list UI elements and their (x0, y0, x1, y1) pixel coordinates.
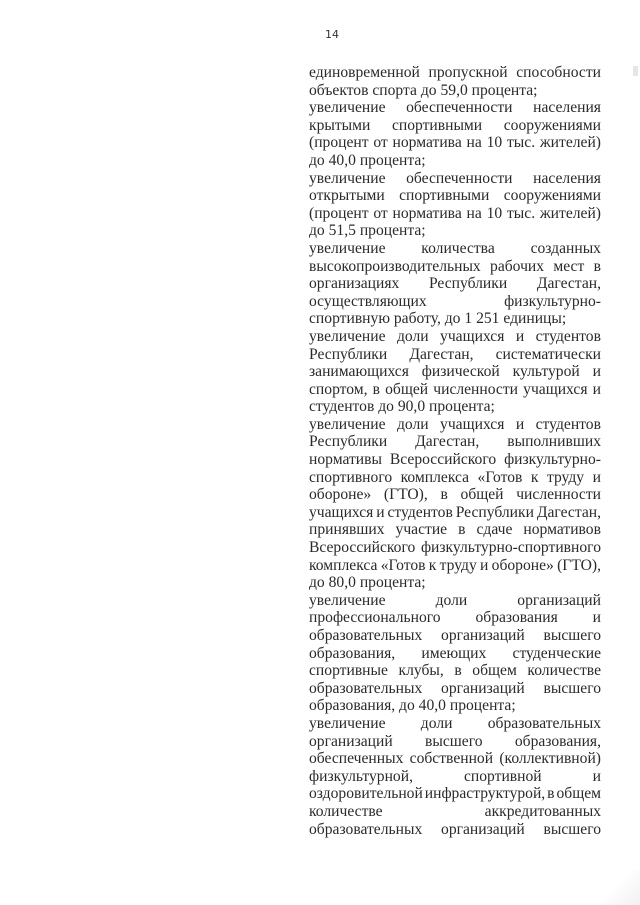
word: в (454, 662, 462, 680)
word: занимающихся (309, 363, 409, 381)
text-line (309, 680, 601, 698)
word: крытыми (309, 116, 371, 134)
word: осуществляющих (309, 292, 427, 310)
word: к (530, 468, 539, 486)
word: образовательных (487, 714, 601, 732)
text-line (309, 504, 601, 522)
word: 10 (486, 204, 503, 222)
word: «Готов (380, 556, 426, 574)
word: общем (556, 785, 601, 803)
text-line (309, 521, 601, 539)
text-line (309, 258, 601, 276)
text-line (309, 592, 601, 610)
text-line (309, 170, 601, 188)
word: физкультурно- (504, 451, 601, 469)
text-line (309, 433, 601, 451)
word: участие (395, 521, 448, 539)
page-number: 14 (325, 28, 339, 41)
word: студентов (535, 327, 601, 345)
word: в (547, 785, 555, 803)
word: организаций (441, 820, 525, 838)
text-line (309, 205, 601, 223)
word: «Готов (477, 468, 523, 486)
scan-shadow (600, 870, 640, 905)
scan-artifact (633, 66, 638, 76)
text-line (309, 715, 601, 733)
word: норматива (392, 204, 462, 222)
word: организаций (441, 627, 525, 644)
document-body (309, 64, 601, 838)
word: физической (421, 363, 500, 381)
text-line (309, 539, 601, 557)
word: высокопроизводительных (309, 257, 481, 275)
word: спортом, (309, 380, 368, 398)
word: доли (396, 327, 429, 345)
word: организациях (309, 275, 400, 293)
word: способности (516, 64, 601, 81)
word: учащихся (309, 503, 374, 521)
text-line (309, 275, 601, 293)
word: Дагестан, (536, 275, 601, 293)
word: организаций (517, 591, 601, 609)
word: комплекса (400, 468, 470, 486)
word: населения (533, 99, 601, 117)
word: спортивными (391, 116, 483, 134)
word: и (592, 767, 601, 785)
word: труду (546, 468, 585, 486)
word: обеспеченности (406, 99, 513, 117)
word: (процент (309, 134, 369, 152)
word: численности (433, 380, 519, 398)
word: доли (396, 415, 429, 433)
word: инфраструктурой, (424, 785, 546, 803)
text-line (309, 645, 601, 663)
word: единовременной (309, 64, 420, 81)
word: к (428, 556, 437, 574)
word: и (592, 468, 601, 486)
text-line (309, 557, 601, 575)
word: Дагестан, (409, 345, 474, 363)
text-line (309, 609, 601, 627)
word: Всероссийского (309, 539, 416, 557)
word: увеличение (309, 169, 386, 187)
word: нормативов (523, 521, 601, 539)
word: учащихся (440, 415, 505, 433)
word: и (515, 415, 525, 433)
word: студенческие (512, 644, 601, 662)
word: физкультурно-спортивного (420, 539, 601, 557)
word: общей (385, 380, 429, 398)
word: оздоровительной (309, 785, 423, 803)
word: увеличение (309, 99, 386, 117)
word: 10 (486, 134, 503, 152)
word: увеличение (309, 591, 386, 609)
word: количестве (309, 802, 383, 820)
word: увеличение (309, 415, 386, 433)
word: (ГТО), (557, 556, 601, 574)
word: физкультурно- (504, 292, 601, 310)
text-line: до 80,0 процента; (309, 574, 426, 592)
word: (ГТО), (383, 486, 428, 504)
word: норматива (392, 134, 462, 152)
word: тыс. (506, 204, 536, 222)
text-line (309, 750, 601, 768)
word: увеличение (309, 327, 386, 345)
word: Республики (455, 503, 534, 521)
word: сдаче (476, 521, 513, 539)
text-line (309, 785, 601, 803)
word: Дагестан, (415, 433, 480, 451)
word: образовательных (309, 820, 423, 838)
text-line (309, 117, 601, 135)
word: количестве (527, 662, 601, 680)
text-line (309, 346, 601, 364)
word: физкультурной, (309, 767, 413, 785)
word: в (593, 257, 601, 275)
word: увеличение (309, 714, 386, 732)
word: и (592, 380, 601, 398)
word: образования, (309, 644, 396, 662)
text-line (309, 662, 601, 680)
word: в (458, 521, 466, 539)
text-line (309, 733, 601, 751)
text-line (309, 451, 601, 469)
word: имеющих (421, 644, 487, 662)
word: на (466, 134, 482, 152)
word: труду (439, 556, 477, 574)
word: высшего (543, 627, 601, 644)
word: Республики (309, 345, 388, 363)
word: организаций (309, 732, 393, 750)
word: обороне» (309, 486, 372, 504)
word: населения (533, 169, 601, 187)
text-line (309, 328, 601, 346)
word: жителей) (539, 204, 601, 222)
word: высшего (543, 679, 601, 697)
word: образования (475, 609, 558, 627)
word: студентов (387, 503, 453, 521)
text-line: образования, до 40,0 процента; (309, 697, 516, 715)
word: выполнивших (507, 433, 601, 451)
text-line: до 51,5 процента; (309, 222, 426, 240)
text-line (309, 469, 601, 487)
word: доли (435, 591, 468, 609)
word: обеспеченности (406, 169, 513, 187)
word: образовательных (309, 679, 423, 697)
word: на (466, 204, 482, 222)
word: сооружениями (503, 116, 601, 134)
text-line (309, 416, 601, 434)
text-line (309, 134, 601, 152)
word: жителей) (539, 134, 601, 152)
text-line (309, 99, 601, 117)
word: спортивной (463, 767, 542, 785)
word: комплекса (309, 556, 378, 574)
text-line: студентов до 90,0 процента; (309, 398, 495, 416)
word: (процент (309, 204, 369, 222)
text-line (309, 293, 601, 311)
word: открытыми (309, 187, 385, 205)
text-line (309, 363, 601, 381)
text-line (309, 768, 601, 786)
word: от (373, 204, 388, 222)
word: пропускной (428, 64, 508, 81)
text-line (309, 803, 601, 821)
word: и (592, 363, 601, 381)
word: (коллективной) (499, 750, 601, 768)
text-line (309, 627, 601, 645)
word: общей (460, 486, 504, 504)
word: культурой (512, 363, 580, 381)
word: и (480, 556, 489, 574)
word: рабочих (490, 257, 545, 275)
word: общем (472, 662, 517, 680)
word: увеличение (309, 239, 386, 257)
text-line (309, 486, 601, 504)
word: нормативы (309, 451, 382, 469)
word: Всероссийского (389, 451, 497, 469)
word: численности (516, 486, 601, 504)
word: обороне» (491, 556, 554, 574)
word: сооружениями (503, 187, 601, 205)
word: и (376, 503, 385, 521)
word: аккредитованных (484, 802, 601, 820)
word: образовательных (309, 627, 423, 644)
text-line (309, 240, 601, 258)
word: мест (553, 257, 585, 275)
text-line: до 40,0 процента; (309, 151, 426, 169)
word: спортивными (399, 187, 490, 205)
text-line: объектов спорта до 59,0 процента; (309, 81, 538, 99)
word: тыс. (506, 134, 536, 152)
word: спортивные (309, 662, 388, 680)
text-line (309, 821, 601, 839)
word: от (373, 134, 388, 152)
word: собственной (409, 750, 494, 768)
word: и (592, 609, 601, 627)
word: и (515, 327, 525, 345)
word: принявших (309, 521, 385, 539)
word: образования, (514, 732, 601, 750)
word: систематически (495, 345, 601, 363)
word: высшего (543, 820, 601, 838)
word: учащихся (440, 327, 505, 345)
word: организаций (441, 679, 525, 697)
word: в (440, 486, 448, 504)
word: в (372, 380, 381, 398)
text-line (309, 64, 601, 82)
word: спортивного (309, 468, 393, 486)
text-line (309, 381, 601, 399)
word: Республики (428, 275, 508, 293)
word: созданных (530, 239, 601, 257)
word: учащихся (523, 380, 588, 398)
word: клубы, (398, 662, 444, 680)
word: доли (420, 714, 453, 732)
word: Дагестан, (536, 503, 601, 521)
word: количества (421, 239, 495, 257)
word: обеспеченных (309, 750, 404, 768)
text-line: спортивную работу, до 1 251 единицы; (309, 310, 567, 328)
word: высшего (425, 732, 483, 750)
word: профессионального (309, 609, 441, 627)
word: студентов (535, 415, 601, 433)
word: Республики (309, 433, 388, 451)
text-line (309, 187, 601, 205)
